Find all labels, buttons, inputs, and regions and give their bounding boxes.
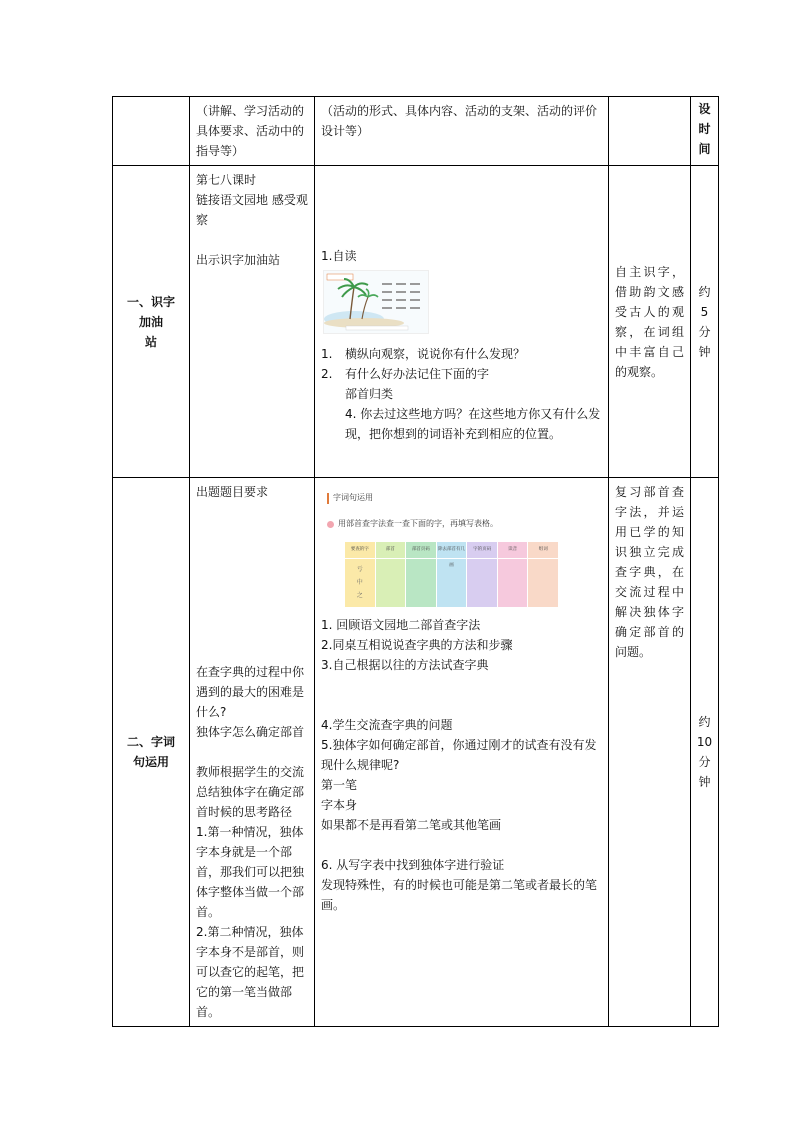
section2-purpose-text: 复习部首查字法，并运用已学的知识独立完成查字典，在交流过程中解决独体字确定部首的问题。 [615,485,684,659]
case-one: 1.第一种情况，独体字本身就是一个部首，那我们可以把独体字整体当做一个部首。 [196,825,305,919]
section1-title-line: 加油 [138,314,163,329]
section1-row [113,166,719,478]
header-guidance-text: （讲解、学习活动的具体要求、活动中的指导等） [196,104,305,158]
time-char: 钟 [698,344,711,359]
section1-guidance [190,166,315,478]
step-3: 3.自己根据以往的方法试查字典 [321,658,489,672]
lookup-table-header: 读音 [498,542,528,559]
section1-time [691,166,719,478]
question-item [321,344,602,364]
palm-beach-image [324,271,428,333]
lookup-table-column [498,542,529,607]
show-instruction: 出示识字加油站 [196,253,281,267]
lookup-table-header: 除去部首有几画 [437,542,467,559]
task-requirement: 出题题目要求 [196,485,269,499]
single-char-question: 独体字怎么确定部首 [196,725,305,739]
header-time-cell [691,97,719,166]
lesson-number: 第七八课时 [196,173,257,187]
lookup-table-body [528,559,558,607]
section2-time [691,478,719,1027]
literacy-station-illustration [323,270,429,334]
time-char: 钟 [698,775,711,789]
section1-title-line: 一、识字 [126,294,175,309]
illustration-instruction-text: 用部首查字法查一查下面的字，再填写表格。 [338,519,498,528]
time-char: 约 [698,284,711,299]
special-case: 发现特殊性，有的时候也可能是第二笔或者最长的笔画。 [321,878,598,912]
if-not-rule: 如果都不是再看第二笔或其他笔画 [321,818,502,832]
lesson-topic: 链接语文园地 感受观察 [196,193,308,227]
teacher-summary: 教师根据学生的交流总结独体字在确定部首时候的思考路径 [196,765,305,819]
lookup-table-header: 部首 [376,542,406,559]
lookup-table-header: 要查的字 [345,542,375,559]
lookup-table-column [406,542,437,607]
lookup-table-column [376,542,407,607]
header-time-char: 设 [698,102,711,116]
time-char: 5 [700,304,709,319]
lookup-table-body [345,559,375,607]
lookup-table-body [467,559,497,607]
lookup-table-column [345,542,376,607]
lookup-table-body [376,559,406,607]
header-activity-text: （活动的形式、具体内容、活动的支架、活动的评价设计等） [321,104,598,138]
question-number: 2. [321,367,333,381]
self-read-step: 1.自读 [321,249,357,263]
lookup-table-header: 组词 [528,542,558,559]
time-char: 分 [698,755,711,769]
illustration-heading-text: 字词句运用 [333,493,373,502]
question-text: 有什么好办法记住下面的字 [345,367,490,381]
section1-activity [315,166,609,478]
section2-row [113,478,719,1027]
section2-title [113,478,190,1027]
lookup-char: 之 [356,592,363,599]
lookup-table-header: 部首页码 [406,542,436,559]
step-6: 6. 从写字表中找到独体字进行验证 [321,858,505,872]
step-1: 1. 回顾语文园地二部首查字法 [321,618,481,632]
section1-purpose [609,166,691,478]
header-cell-4 [609,97,691,166]
header-time-char: 时 [698,122,711,136]
lookup-table-body [437,559,467,607]
illustration-instruction [327,514,559,534]
section2-title-line: 句运用 [132,755,169,769]
section2-purpose [609,478,691,1027]
section1-purpose-text: 自主识字，借助韵文感受古人的观察，在词组中丰富自己的观察。 [615,264,684,379]
section1-title [113,166,190,478]
lookup-table [345,542,559,607]
step-2: 2.同桌互相说说查字典的方法和步骤 [321,638,513,652]
lookup-table-body [406,559,436,607]
question-4: 4. 你去过这些地方吗？在这些地方你又有什么发现，把你想到的词语补充到相应的位置。 [345,407,601,441]
time-char: 10 [696,735,713,749]
section2-guidance [190,478,315,1027]
difficulty-question: 在查字典的过程中你遇到的最大的困难是什么? [196,665,305,719]
illustration-heading [327,488,559,508]
header-row [113,97,719,166]
step-5: 5.独体字如何确定部首，你通过刚才的试查有没有发现什么规律呢? [321,738,597,772]
header-time-char: 间 [698,142,711,156]
section2-title-line: 二、字词 [126,735,175,749]
radical-grouping: 部首归类 [345,387,394,401]
step-4: 4.学生交流查字典的问题 [321,718,453,732]
section1-title-line: 站 [144,334,157,349]
char-itself: 字本身 [321,798,358,812]
question-text: 横纵向观察，说说你有什么发现？ [345,347,526,361]
lookup-table-column [528,542,559,607]
header-cell-1 [113,97,190,166]
lookup-table-column [467,542,498,607]
question-item [321,364,602,384]
first-stroke: 第一笔 [321,778,358,792]
header-cell-3 [315,97,609,166]
word-usage-illustration [327,488,559,607]
header-cell-2 [190,97,315,166]
section2-activity [315,478,609,1027]
lesson-plan-table [112,96,719,1027]
lookup-table-header: 字的页码 [467,542,497,559]
bullet-icon [327,521,334,528]
question-number: 1. [321,347,333,361]
lookup-char: 亏 [356,566,363,573]
time-char: 约 [698,715,711,729]
lookup-table-column [437,542,468,607]
time-char: 分 [698,324,711,339]
lookup-table-body [498,559,528,607]
case-two: 2.第二种情况，独体字本身不是部首，则可以查它的起笔，把它的第一笔当做部首。 [196,925,305,1019]
lookup-char: 中 [356,579,363,586]
